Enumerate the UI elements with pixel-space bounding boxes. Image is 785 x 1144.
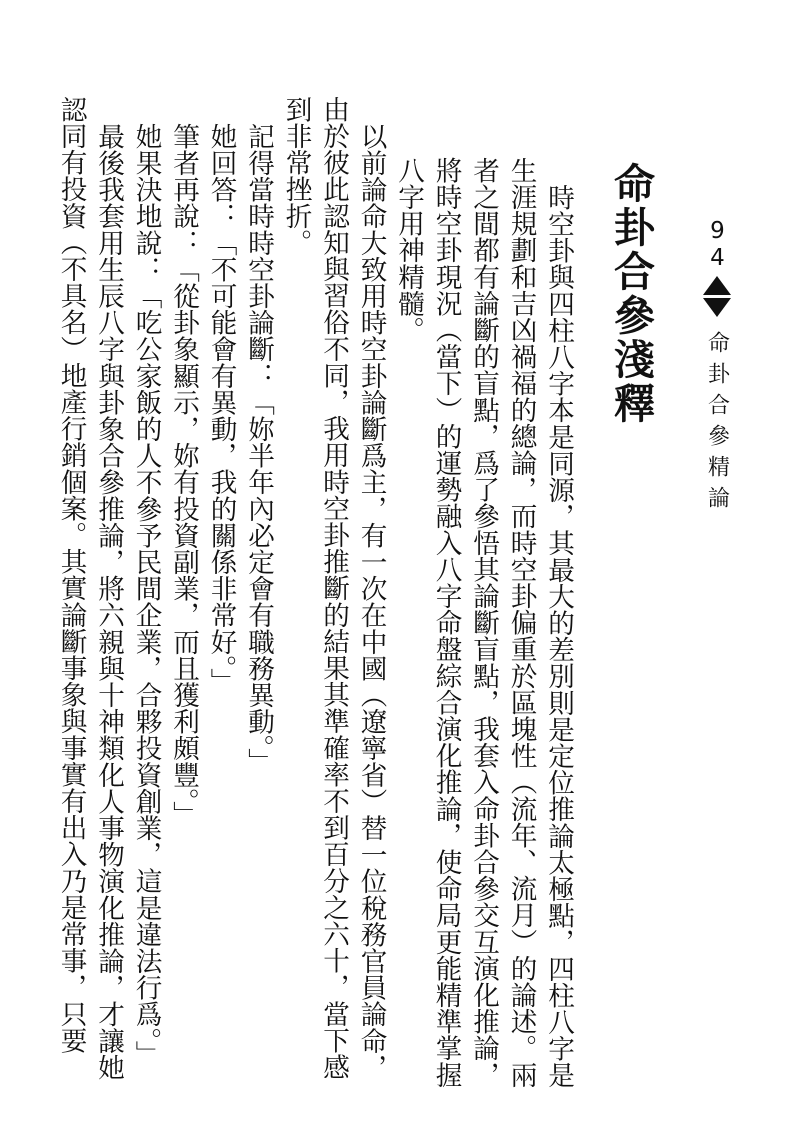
running-head: 命卦合參精論 bbox=[704, 331, 730, 517]
page-number: 94 bbox=[704, 218, 731, 272]
paragraph: 她回答：「不可能會有異動，我的關係非常好。」 bbox=[205, 122, 237, 695]
paragraph: 時空卦與四柱八字本是同源，其最大的差別則是定位推論太極點，四柱八字是生涯規劃和吉凶禍福的總論，而時空卦偏重於區塊性（流年、流月）的論述。兩者之間都有論斷的盲點，爲了參悟其論斷盲點，我套入命卦合參交互演化推論，將時空卦現況（當下）的運勢融入八字命盤綜合演化推論，使命局更能精準掌握八字用神精髓。 bbox=[393, 157, 574, 1088]
paragraph: 她果決地說：「吃公家飯的人不參予民間企業，合夥投資創業，這是違法行爲。」 bbox=[130, 122, 162, 1067]
paragraph: 最後我套用生辰八字與卦象合參推論，將六親與十神類化人事物演化推論，才讓她認同有投資（不具名）地產行銷個案。其實論斷事象與事實有出入乃是常事，只要 bbox=[55, 96, 124, 1081]
paragraph: 以前論命大致用時空卦論斷爲主，有一次在中國（遼寧省）替一位稅務官員論命，由於彼此認知與習俗不同，我用時空卦推斷的結果其準確率不到百分之六十，當下感到非常挫折。 bbox=[280, 96, 387, 1081]
chapter-title: 命卦合參淺釋 bbox=[607, 162, 655, 426]
triangle-down-icon bbox=[703, 298, 731, 317]
paragraph: 筆者再說：「從卦象顯示，妳有投資副業，而且獲利頗豐。」 bbox=[168, 122, 199, 828]
body-text bbox=[52, 96, 577, 1106]
triangle-up-icon bbox=[703, 276, 731, 295]
paragraph: 記得當時時空卦論斷：「妳半年內必定會有職務異動。」 bbox=[243, 122, 274, 775]
page-header bbox=[692, 218, 742, 517]
